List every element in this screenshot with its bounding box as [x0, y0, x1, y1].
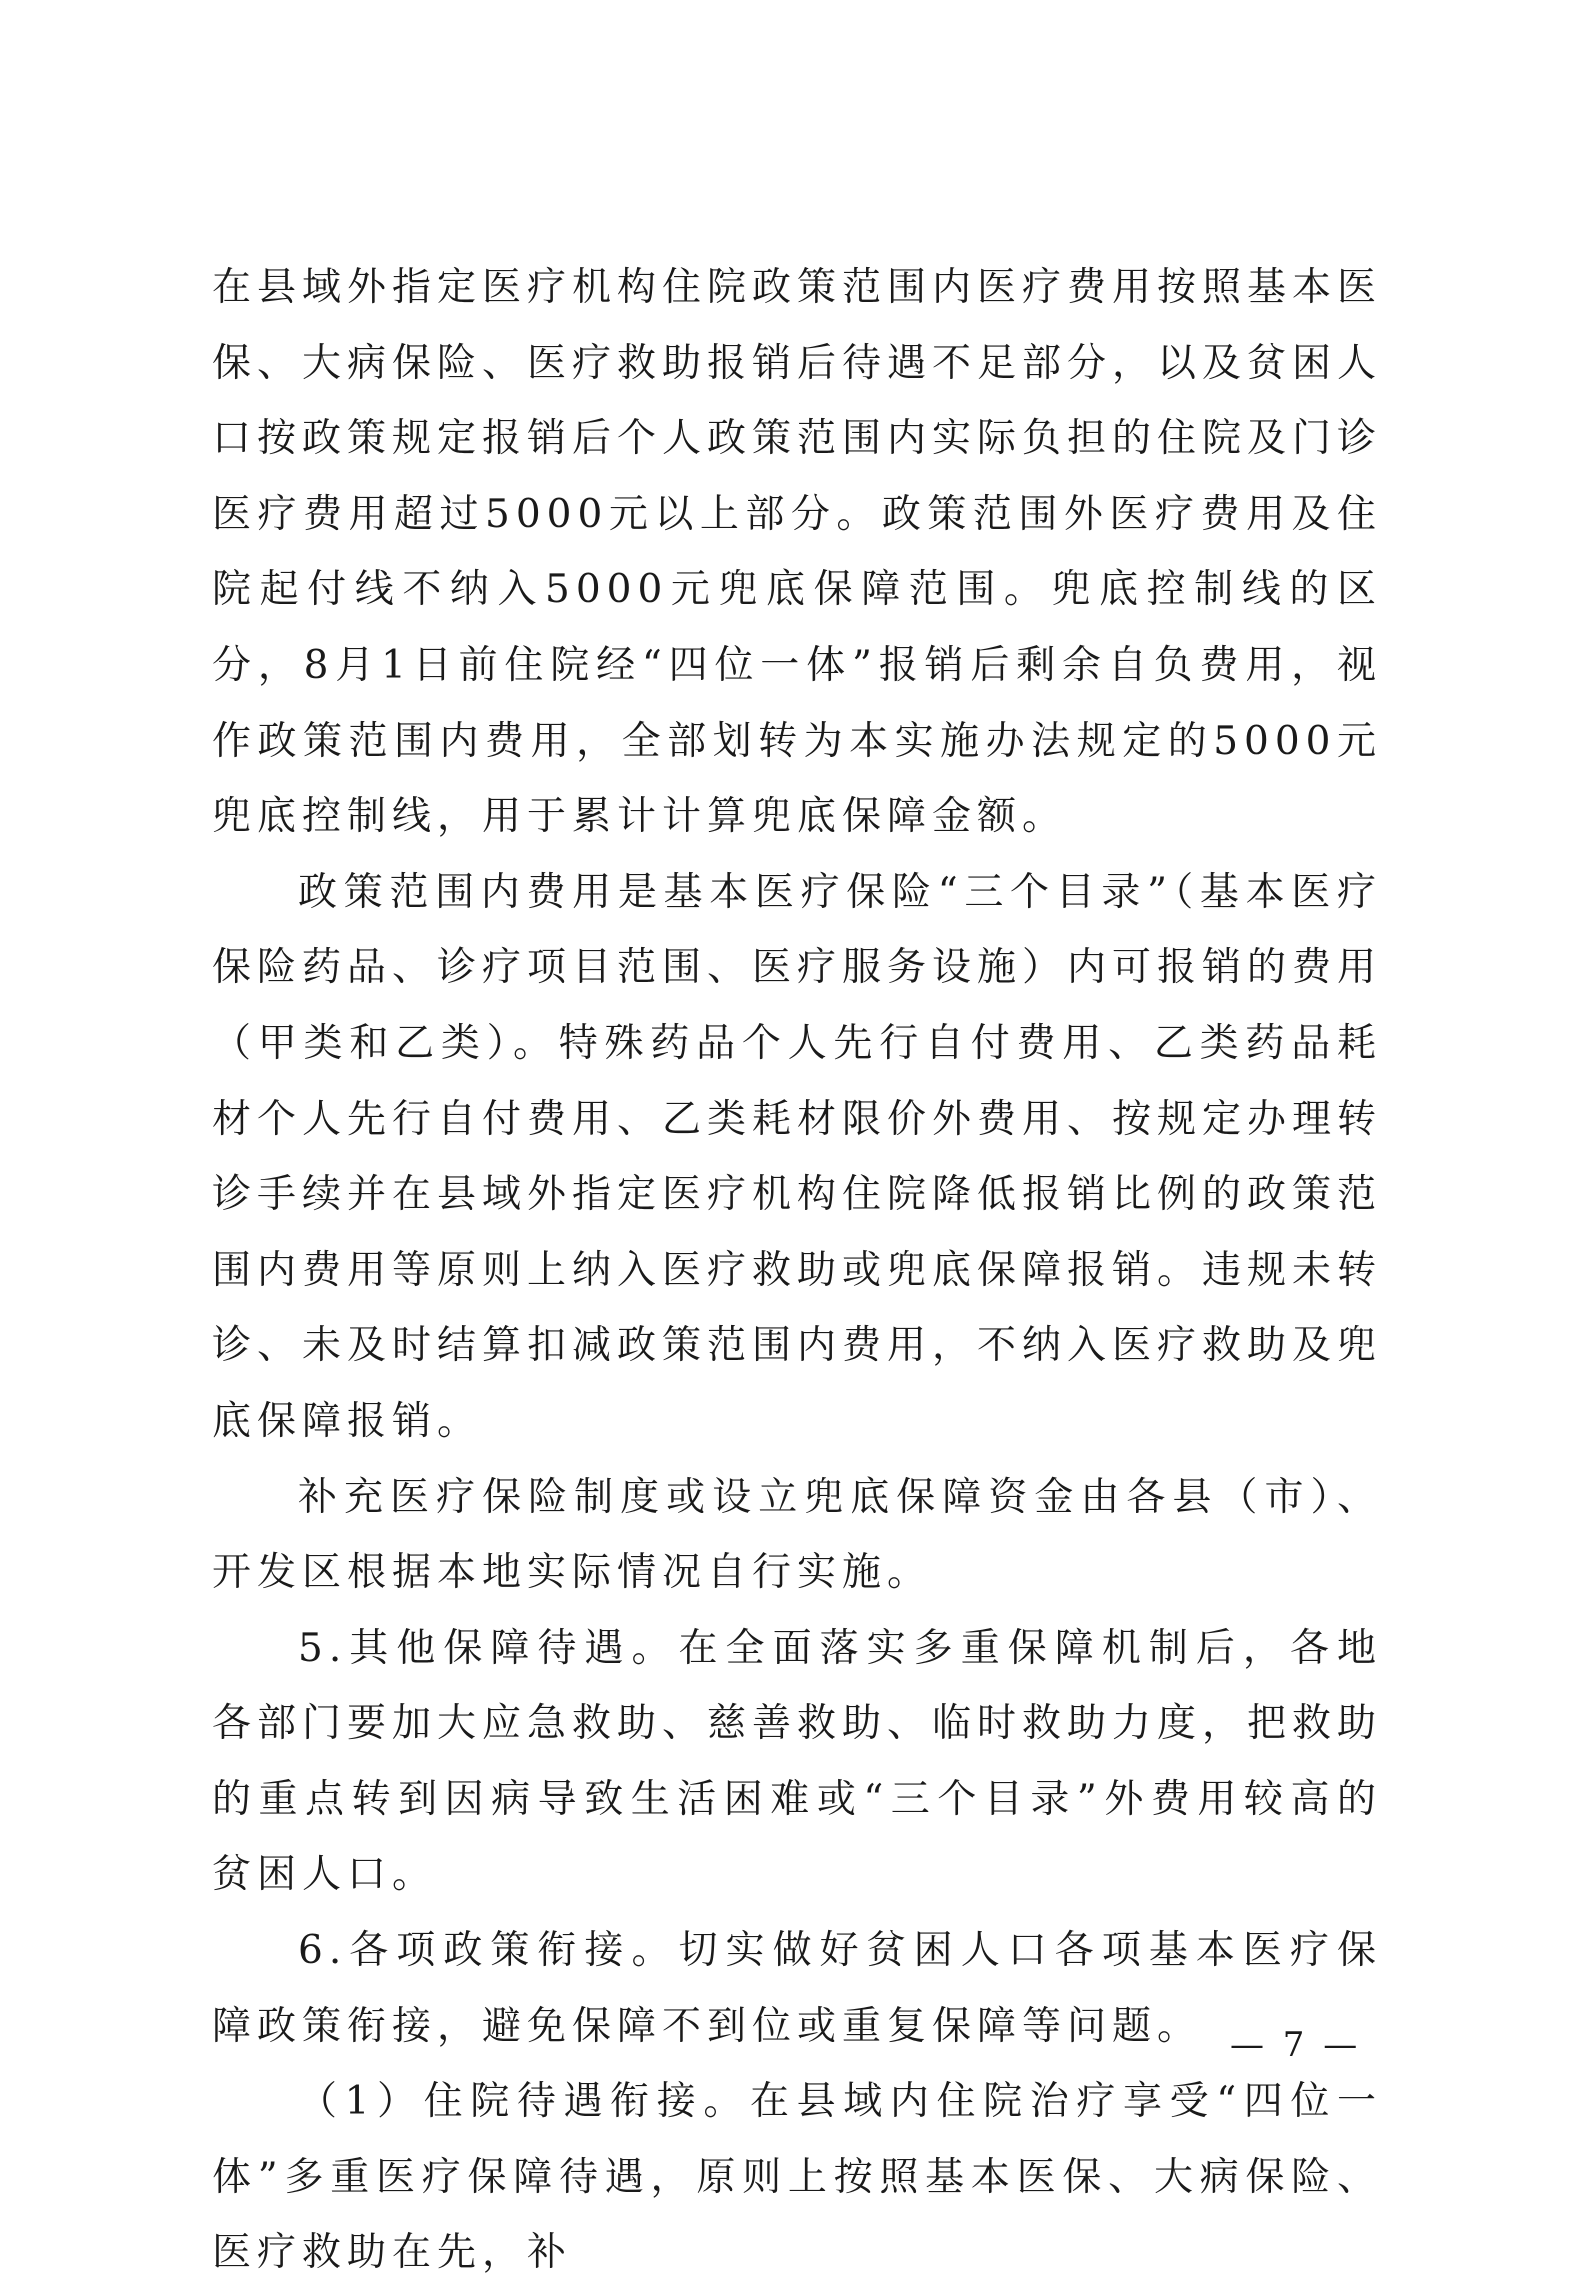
page-number: — 7 —	[1230, 2025, 1362, 2065]
paragraph-policy-scope: 政策范围内费用是基本医疗保险“三个目录”（基本医疗保险药品、诊疗项目范围、医疗服务设施）内可报销的费用（甲类和乙类）。特殊药品个人先行自付费用、乙类药品耗材个人先行自付费用、乙类耗材限价外费用、按规定办理转诊手续并在县域外指定医疗机构住院降低报销比例的政策范围内费用等原则上纳入医疗救助或兜底保障报销。违规未转诊、未及时结算扣减政策范围内费用，不纳入医疗救助及兜底保障报销。	[212, 869, 1383, 1444]
paragraph-continuation: 在县域外指定医疗机构住院政策范围内医疗费用按照基本医保、大病保险、医疗救助报销后待遇不足部分，以及贫困人口按政策规定报销后个人政策范围内实际负担的住院及门诊医疗费用超过5000元以上部分。政策范围外医疗费用及住院起付线不纳入5000元兜底保障范围。兜底控制线的区分，8月1日前住院经“四位一体”报销后剩余自负费用，视作政策范围内费用，全部划转为本实施办法规定的5000元兜底控制线，用于累计计算兜底保障金额。	[212, 265, 1383, 840]
paragraph-policy-linkage: 6.各项政策衔接。切实做好贫困人口各项基本医疗保障政策衔接，避免保障不到位或重复保障等问题。	[212, 1928, 1382, 2049]
body-text	[212, 250, 1382, 2291]
paragraph-hospitalization-linkage: （1）住院待遇衔接。在县域内住院治疗享受“四位一体”多重医疗保障待遇，原则上按照基本医保、大病保险、医疗救助在先，补	[212, 2079, 1382, 2276]
paragraph-supplementary-insurance: 补充医疗保险制度或设立兜底保障资金由各县（市）、开发区根据本地实际情况自行实施。	[212, 1474, 1382, 1596]
paragraph-other-benefits: 5.其他保障待遇。在全面落实多重保障机制后，各地各部门要加大应急救助、慈善救助、临时救助力度，把救助的重点转到因病导致生活困难或“三个目录”外费用较高的贫困人口。	[212, 1625, 1383, 1898]
